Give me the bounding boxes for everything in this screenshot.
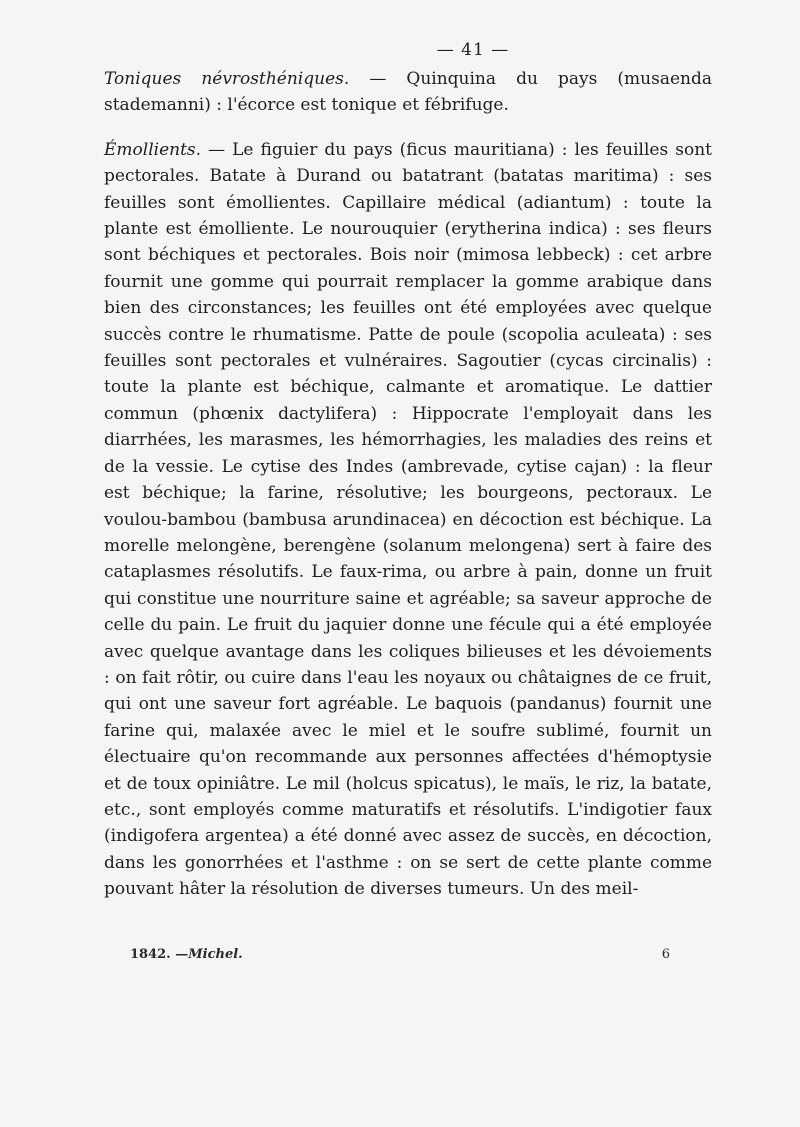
footer-year: 1842.	[130, 947, 171, 962]
footer-name: —Michel.	[175, 947, 243, 962]
paragraph-heading: Toniques névrosthéniques.	[104, 69, 350, 89]
paragraph-body: — Le figuier du pays (ficus mauritiana) : les feuilles sont pectorales. Batate à Durand ou batatrant (batatas maritima) : ses feuilles sont émollientes. Capillaire médical (adiantum) : toute la plante est émolliente. Le nourouquier (erytherina indica) : ses fleurs sont béchiques et pectorales. Bois noir (mimosa lebbeck) : cet arbre fournit une gomme qui pourrait remplacer la gomme arabique dans bien des circonstances; les feuilles ont été employées avec quelque succès contre le rhumatisme. Patte de poule (scopolia aculeata) : ses feuilles sont pectorales et vulnéraires. Sagoutier (cycas circinalis) : toute la plante est béchique, calmante et aromatique. Le dattier commun (phœnix dactylifera) : Hippocrate l'employait dans les diarrhées, les marasmes, les hémorrhagies, les maladies des reins et de la vessie. Le cytise des Indes (ambrevade, cytise cajan) : la fleur est béchique; la farine, résolutive; les bourgeons, pectoraux. Le voulou-bambou (bambusa arundinacea) en décoction est béchique. La morelle melongène, berengène (solanum melongena) sert à faire des cataplasmes résolutifs. Le faux-rima, ou arbre à pain, donne un fruit qui constitue une nourriture saine et agréable; sa saveur approche de celle du pain. Le fruit du jaquier donne une fécule qui a été employée avec quelque avantage dans les coliques bilieuses et les dévoiements : on fait rôtir, ou cuire dans l'eau les noyaux ou châtaignes de ce fruit, qui ont une saveur fort agréable. Le baquois (pandanus) fournit une farine qui, malaxée avec le miel et le soufre sublimé, fournit un électuaire qu'on recommande aux personnes affectées d'hémoptysie et de toux opiniâtre. Le mil (holcus spicatus), le maïs, le riz, la batate, etc., sont employés comme maturatifs et résolutifs. L'indigotier faux (indigofera argentea) a été donné avec assez de succès, en décoction, dans les gonorrhées et l'asthme : on se sert de cette plante comme pouvant hâter la résolution de diverses tumeurs. Un des meil-	[104, 139, 712, 900]
paragraph-body: — Quinquina du pays (musaenda stademanni) : l'écorce est tonique et fébrifuge.	[104, 69, 712, 116]
footer-sheet-mark: 6	[661, 947, 670, 962]
page-footer	[130, 947, 670, 962]
page-number: — 41 —	[436, 40, 510, 60]
paragraph-emollients	[104, 137, 712, 903]
footer-signature	[130, 947, 243, 962]
paragraph-toniques	[104, 66, 712, 119]
paragraph-heading: Émollients.	[104, 139, 202, 160]
text-block	[104, 28, 712, 903]
